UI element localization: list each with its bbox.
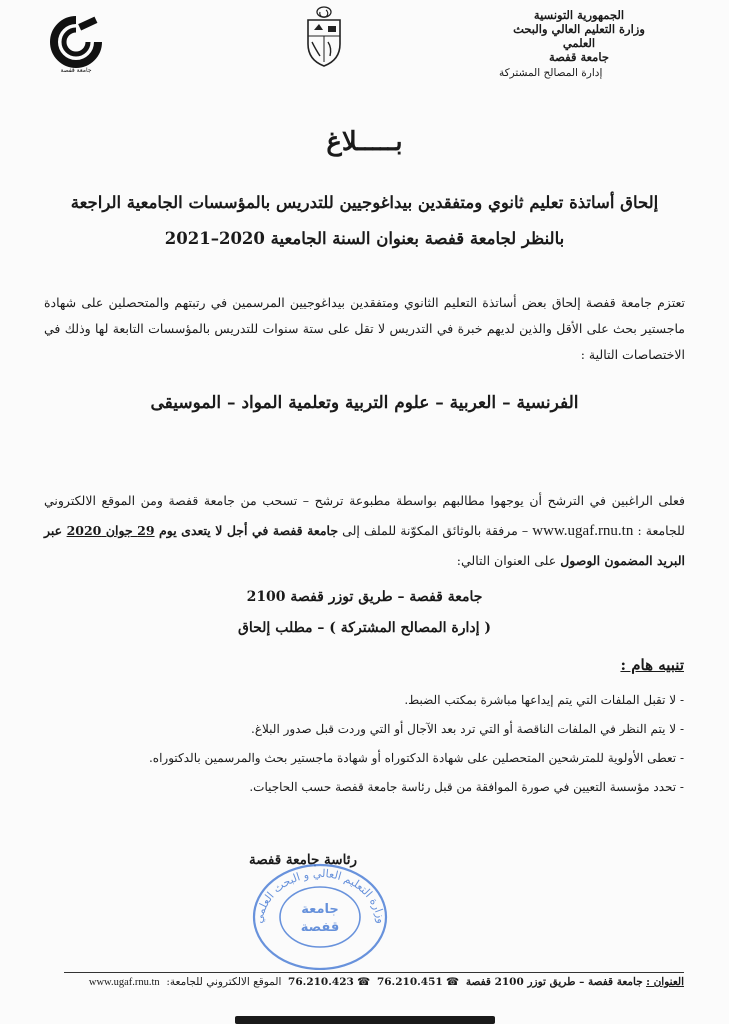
footer-fax: 76.210.423 [288, 976, 354, 988]
header-department: إدارة المصالح المشتركة [499, 67, 603, 79]
deadline-date: 29 جوان 2020 [66, 523, 155, 538]
header-university: جامعة قفصة [549, 50, 609, 64]
stamp-inner-line2: قفصة [300, 920, 340, 935]
fax-icon: ☎ [357, 976, 371, 988]
application-text-3: على العنوان التالي: [456, 553, 561, 568]
footer-divider [64, 972, 684, 973]
application-text-2: – مرفقة بالوثائق المكوّنة للملف إلى [338, 523, 533, 538]
tunisia-emblem-icon [302, 6, 346, 68]
application-paragraph [44, 486, 685, 576]
note-item: - تعطى الأولوية للمترشحين المتحصلين على شهادة الدكتوراه أو شهادة ماجستير بحث والمرسمين بالدكتوراه. [148, 751, 684, 765]
note-item: - لا يتم النظر في الملفات الناقصة أو التي ترد بعد الآجال أو التي وردت قبل صدور البلاغ. [251, 722, 684, 736]
footer-phone: 76.210.451 [376, 976, 443, 988]
signature: رئاسة جامعة قفصة [248, 852, 357, 868]
stamp-outer-text: وزارة التعليم العالي و البحث العلمي [252, 866, 388, 925]
phone-icon: ☎ [446, 976, 460, 988]
header-ministry-line2: العلمي [562, 36, 596, 50]
deadline-prefix: جامعة قفصة في أجل لا يتعدى يوم [154, 523, 339, 538]
header-ministry-line1: وزارة التعليم العالي والبحث [513, 22, 645, 36]
note-item: - تحدد مؤسسة التعيين في صورة الموافقة من قبل رئاسة جامعة قفصة حسب الحاجيات. [249, 780, 684, 794]
subtitle-line-1: إلحاق أساتذة تعليم ثانوي ومتفقدين بيداغوجيين للتدريس بالمؤسسات الجامعية الراجعة [70, 193, 659, 212]
footer-address: جامعة قفصة – طريق توزر 2100 قفصة [465, 976, 643, 988]
footer-website-label: الموقع الالكتروني للجامعة: [166, 976, 282, 988]
note-title: تنبيه هام : [620, 656, 684, 674]
footer-website: www.ugaf.rnu.tn [88, 977, 160, 988]
intro-paragraph: تعتزم جامعة قفصة إلحاق بعض أساتذة التعليم الثانوي ومتفقدين بيداغوجيين المرسمين في رتبتهم والمتحصلين على شهادة ماجستير بحث على الأقل والذين لديهم خبرة في التدريس لا تقل على ستة سنوات للتدريس بالمؤسسات التابعة لها وذلك في الاختصاصات التالية : [44, 295, 685, 362]
deadline-suffix: عبر البريد المضمون الوصول [44, 523, 685, 568]
notes-list [124, 686, 684, 802]
official-stamp-icon [240, 845, 400, 970]
note-item: - لا تقبل الملفات التي يتم إيداعها مباشرة بمكتب الضبط. [404, 693, 684, 707]
header-institution-block [469, 8, 689, 80]
footer-label: العنوان : [646, 976, 684, 988]
specialties-list: الفرنسية – العربية – علوم التربية وتعلمية المواد – الموسيقى [150, 393, 579, 413]
address-line-2: ( إدارة المصالح المشتركة ) – مطلب إلحاق [238, 620, 491, 636]
footer [64, 976, 684, 988]
application-text-1: فعلى الراغبين في الترشح أن يوجهوا مطالبهم بواسطة مطبوعة ترشح – تسحب من جامعة قفصة ومن الموقع الالكتروني للجامعة : [44, 493, 685, 538]
university-logo-icon [46, 14, 106, 74]
page-title: بـــــلاغ [326, 127, 403, 157]
application-website: www.ugaf.rnu.tn [532, 523, 634, 539]
home-indicator-bar [235, 1016, 495, 1024]
address-line-1: جامعة قفصة – طريق توزر قفصة 2100 [246, 589, 483, 605]
subtitle-line-2: بالنظر لجامعة قفصة بعنوان السنة الجامعية 2020–2021 [164, 229, 565, 248]
stamp-inner-line1: جامعة [301, 902, 339, 917]
header-republic: الجمهورية التونسية [533, 8, 625, 22]
logo-caption: جامعة قفصة [60, 67, 92, 74]
